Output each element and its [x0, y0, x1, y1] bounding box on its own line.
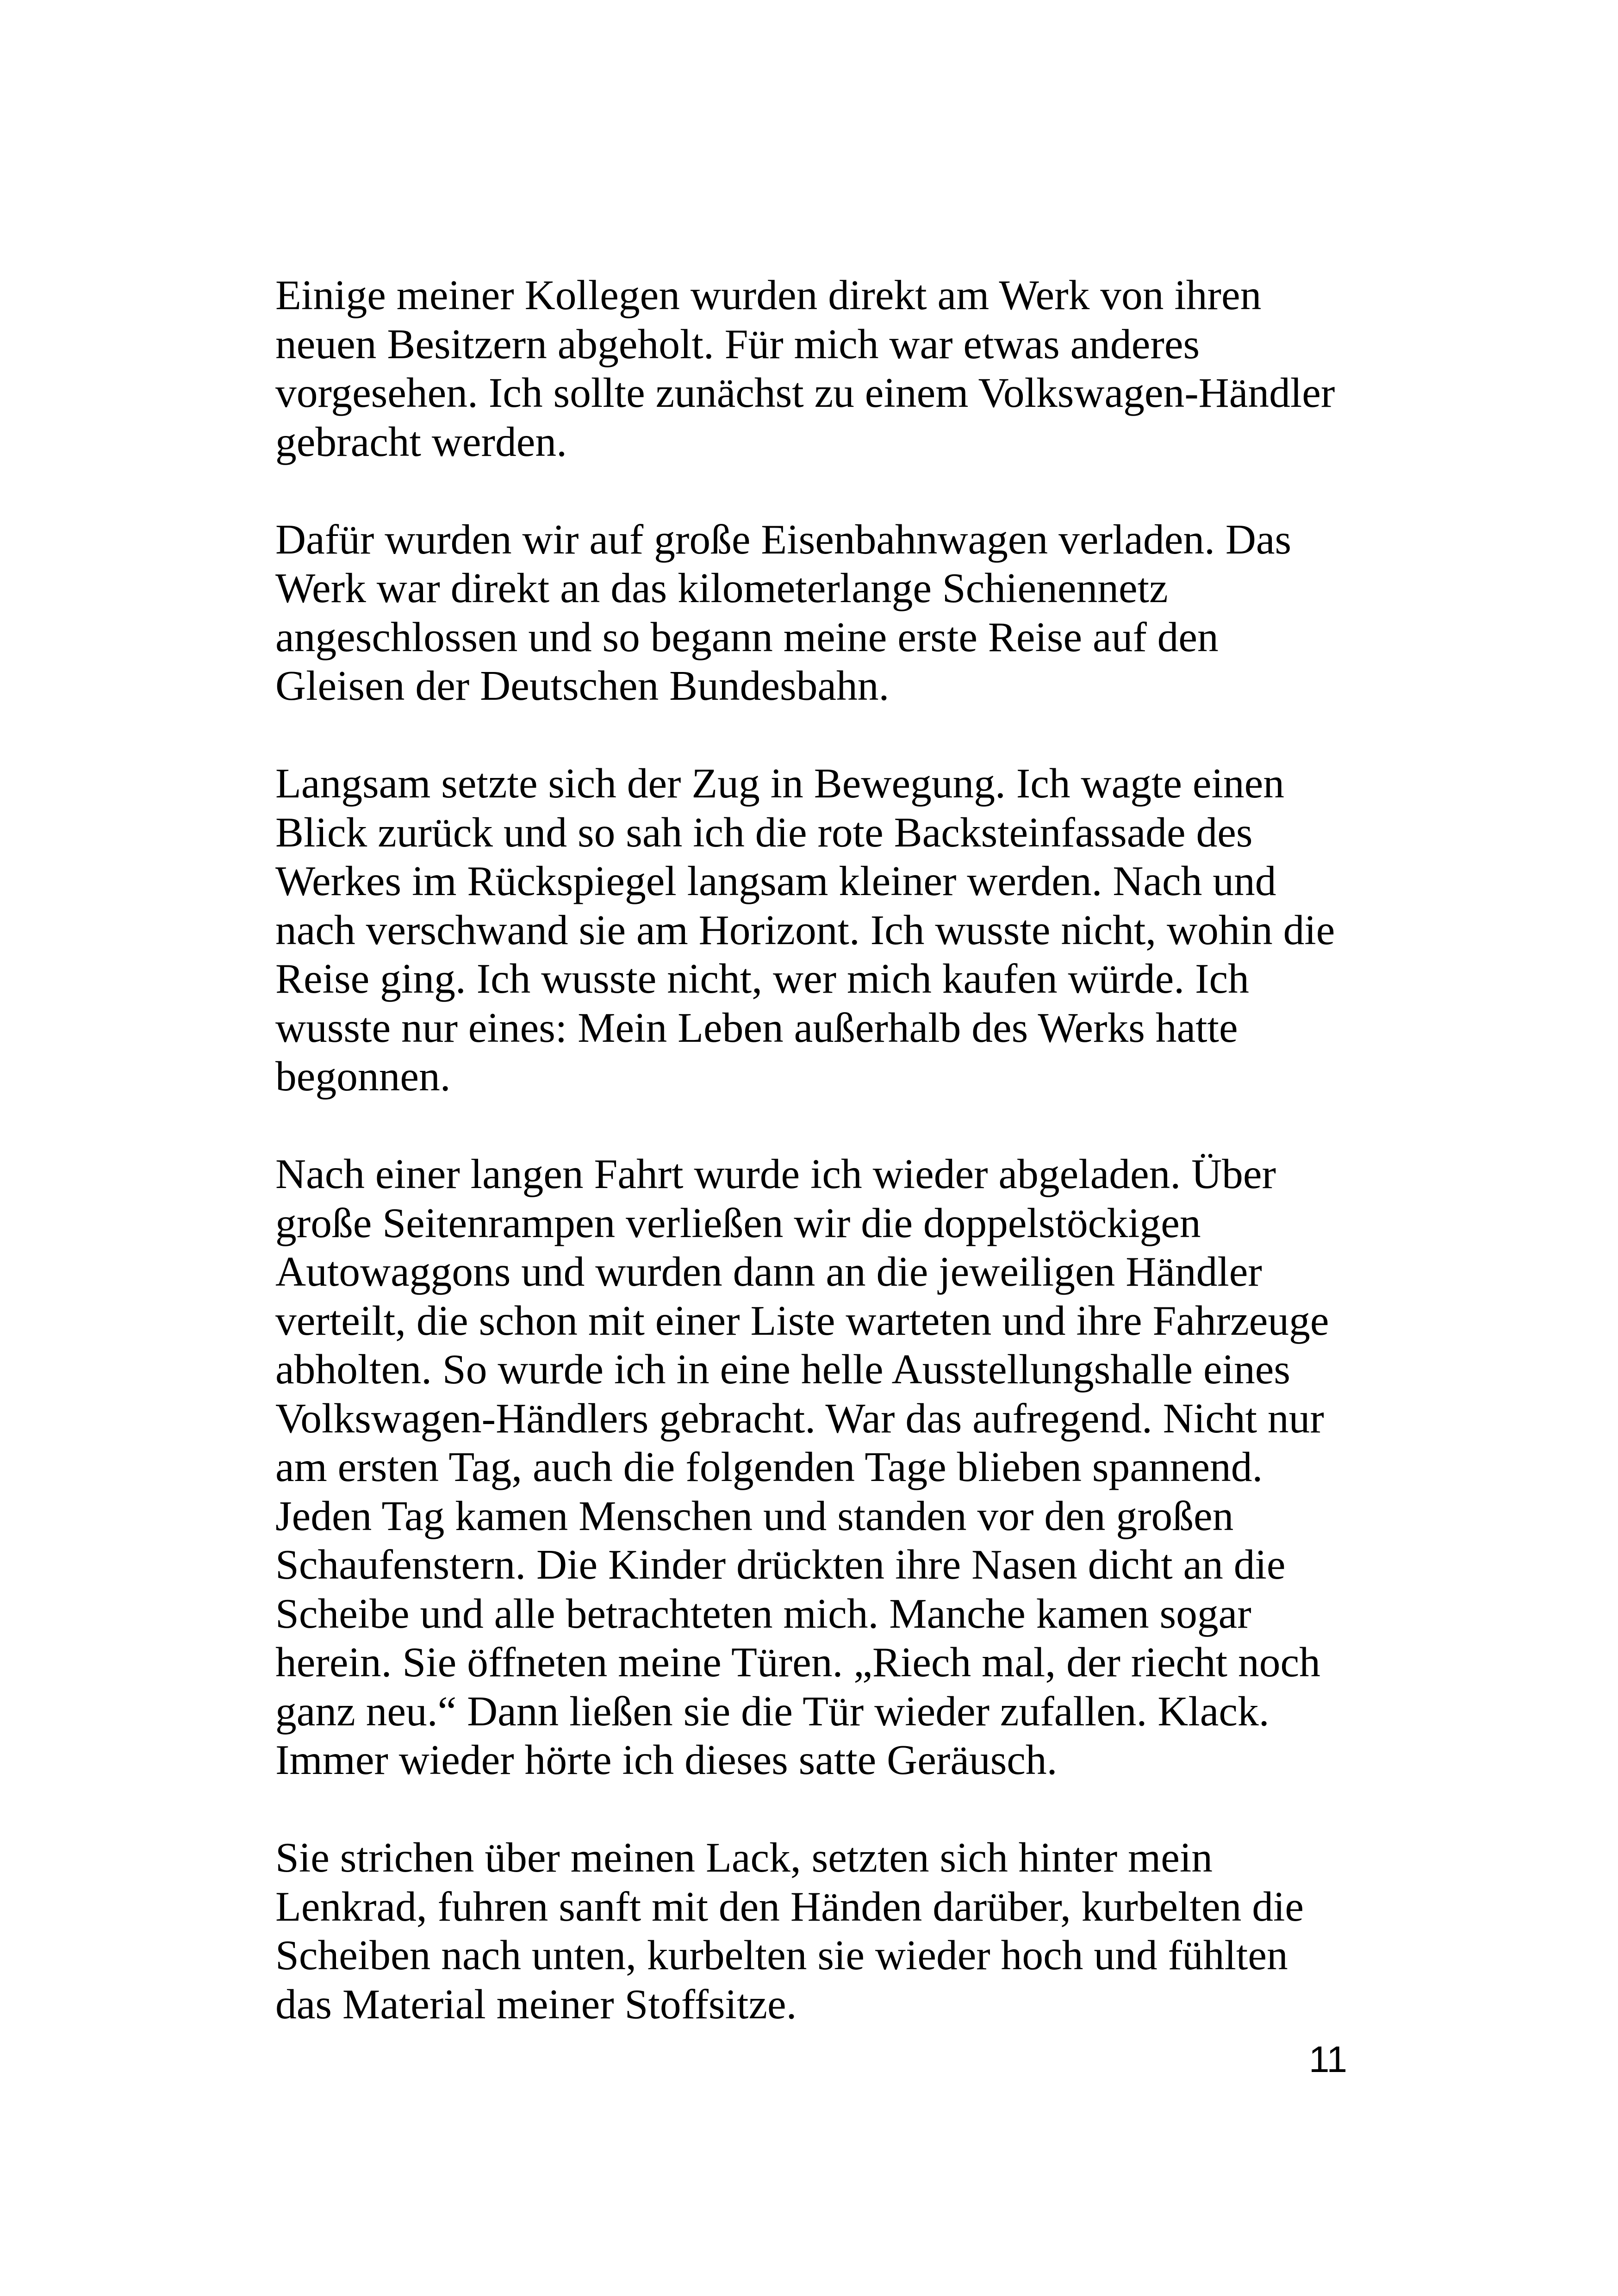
paragraph	[275, 271, 1368, 466]
text-line: vorgesehen. Ich sollte zunächst zu einem Volkswagen-Händler	[275, 369, 1335, 416]
text-line: Jeden Tag kamen Menschen und standen vor den großen	[275, 1492, 1234, 1539]
text-line: begonnen.	[275, 1052, 451, 1100]
paragraph	[275, 1833, 1368, 2028]
body-text	[275, 271, 1368, 2078]
text-line: wusste nur eines: Mein Leben außerhalb des Werks hatte	[275, 1003, 1238, 1051]
text-line: Blick zurück und so sah ich die rote Backsteinfassade des	[275, 808, 1253, 856]
text-line: herein. Sie öffneten meine Türen. „Riech mal, der riecht noch	[275, 1638, 1320, 1686]
text-line: Lenkrad, fuhren sanft mit den Händen darüber, kurbelten die	[275, 1882, 1304, 1930]
text-line: neuen Besitzern abgeholt. Für mich war etwas anderes	[275, 320, 1200, 367]
text-line: Reise ging. Ich wusste nicht, wer mich kaufen würde. Ich	[275, 955, 1249, 1002]
text-line: Werkes im Rückspiegel langsam kleiner werden. Nach und	[275, 857, 1276, 904]
paragraph	[275, 759, 1368, 1101]
text-line: Scheibe und alle betrachteten mich. Manche kamen sogar	[275, 1589, 1251, 1637]
text-line: verteilt, die schon mit einer Liste warteten und ihre Fahrzeuge	[275, 1296, 1329, 1344]
text-line: Werk war direkt an das kilometerlange Schienennetz	[275, 564, 1168, 611]
text-line: Langsam setzte sich der Zug in Bewegung. Ich wagte einen	[275, 759, 1285, 807]
text-line: angeschlossen und so begann meine erste Reise auf den	[275, 613, 1219, 660]
text-line: gebracht werden.	[275, 417, 567, 465]
text-line: Einige meiner Kollegen wurden direkt am Werk von ihren	[275, 271, 1262, 318]
text-line: Autowaggons und wurden dann an die jeweiligen Händler	[275, 1248, 1262, 1295]
text-line: Gleisen der Deutschen Bundesbahn.	[275, 662, 890, 709]
text-line: Schaufenstern. Die Kinder drückten ihre Nasen dicht an die	[275, 1541, 1286, 1588]
text-line: Dafür wurden wir auf große Eisenbahnwagen verladen. Das	[275, 515, 1292, 563]
text-line: Sie strichen über meinen Lack, setzten sich hinter mein	[275, 1834, 1213, 1881]
text-line: Nach einer langen Fahrt wurde ich wieder abgeladen. Über	[275, 1150, 1276, 1197]
text-line: das Material meiner Stoffsitze.	[275, 1980, 797, 2028]
text-line: Scheiben nach unten, kurbelten sie wieder hoch und fühlten	[275, 1931, 1288, 1979]
text-line: nach verschwand sie am Horizont. Ich wusste nicht, wohin die	[275, 906, 1335, 953]
page-number: 11	[1308, 2039, 1347, 2080]
text-line: ganz neu.“ Dann ließen sie die Tür wieder zufallen. Klack.	[275, 1687, 1270, 1735]
paragraph	[275, 1150, 1368, 1785]
paragraph	[275, 515, 1368, 710]
text-line: Volkswagen-Händlers gebracht. War das aufregend. Nicht nur	[275, 1394, 1324, 1442]
text-line: große Seitenrampen verließen wir die doppelstöckigen	[275, 1199, 1201, 1246]
text-line: am ersten Tag, auch die folgenden Tage blieben spannend.	[275, 1443, 1263, 1490]
text-line: abholten. So wurde ich in eine helle Ausstellungshalle eines	[275, 1345, 1290, 1393]
text-line: Immer wieder hörte ich dieses satte Geräusch.	[275, 1736, 1058, 1783]
